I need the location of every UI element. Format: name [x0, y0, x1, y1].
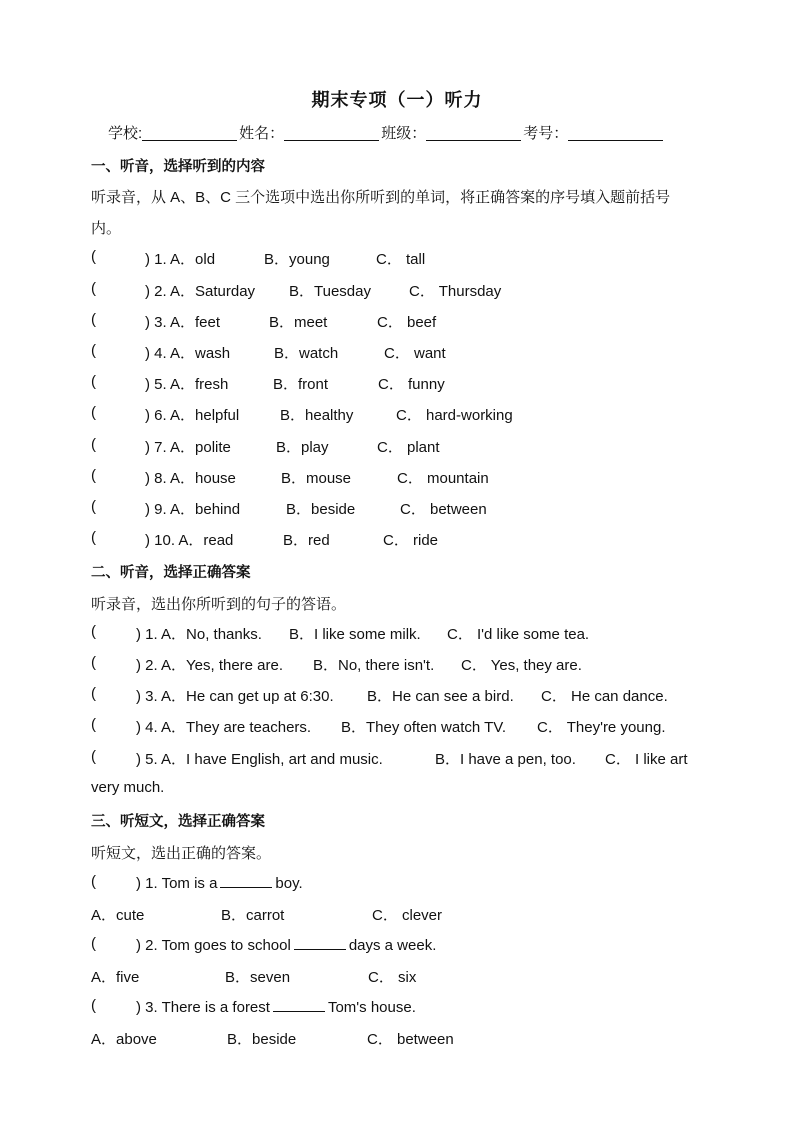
- fill-blank[interactable]: [220, 873, 272, 888]
- option-a: ) 10. A．read: [145, 532, 234, 549]
- stem-before: ) 1. Tom is a: [136, 875, 218, 892]
- option-b: B．Tuesday: [289, 283, 371, 300]
- student-info-line: [108, 122, 665, 143]
- option-a: A．five: [91, 969, 140, 986]
- option-c: C． I'd like some tea.: [447, 626, 590, 643]
- exam-no-blank[interactable]: [568, 124, 663, 141]
- section3-heading: 三、听短文，选择正确答案: [91, 814, 265, 830]
- option-c: C． six: [368, 969, 417, 986]
- option-a: ) 8. A．house: [145, 470, 236, 487]
- answer-paren[interactable]: (: [91, 467, 96, 484]
- option-b: B．I have a pen, too.: [435, 751, 576, 768]
- section1-instruction-cont: 内。: [91, 220, 122, 237]
- name-label: 姓名：: [239, 125, 285, 142]
- option-a: ) 4. A．They are teachers.: [136, 719, 312, 736]
- option-a: ) 6. A．helpful: [145, 407, 240, 424]
- option-a: ) 9. A．behind: [145, 501, 241, 518]
- option-c: C． funny: [378, 376, 445, 393]
- stem-after: boy.: [275, 875, 303, 892]
- school-label: 学校:: [108, 125, 143, 142]
- class-label: 班级：: [381, 125, 427, 142]
- answer-paren[interactable]: (: [91, 373, 96, 390]
- answer-paren[interactable]: (: [91, 748, 96, 765]
- option-c: C． between: [400, 501, 487, 518]
- option-a: ) 3. A．He can get up at 6:30.: [136, 688, 334, 705]
- option-c: C． beef: [377, 314, 437, 331]
- stem-after: days a week.: [348, 937, 437, 954]
- section1-heading: 一、听音，选择听到的内容: [91, 159, 265, 175]
- fill-blank[interactable]: [273, 997, 325, 1012]
- section2-heading: 二、听音，选择正确答案: [91, 565, 251, 581]
- option-b: B．healthy: [280, 407, 354, 424]
- answer-paren[interactable]: (: [91, 623, 96, 640]
- option-c: C． Thursday: [409, 283, 502, 300]
- option-b: B．beside: [227, 1031, 297, 1048]
- answer-paren[interactable]: (: [91, 716, 96, 733]
- option-a: ) 1. A．No, thanks.: [136, 626, 262, 643]
- question-text: [136, 935, 436, 954]
- answer-paren[interactable]: (: [91, 311, 96, 328]
- answer-paren[interactable]: (: [91, 529, 96, 546]
- answer-paren[interactable]: (: [91, 498, 96, 515]
- exam-no-label: 考号：: [523, 125, 569, 142]
- school-blank[interactable]: [142, 124, 237, 141]
- name-blank[interactable]: [284, 124, 379, 141]
- section2-instruction: 听录音，选出你所听到的句子的答语。: [91, 596, 347, 613]
- section2-item5-continued: very much.: [91, 779, 165, 796]
- stem-before: ) 2. Tom goes to school: [136, 937, 291, 954]
- option-b: B．beside: [286, 501, 356, 518]
- option-b: B．young: [264, 251, 330, 268]
- option-c: C． clever: [372, 907, 443, 924]
- option-c: C． They're young.: [537, 719, 666, 736]
- option-b: B．watch: [274, 345, 339, 362]
- option-a: ) 1. A．old: [145, 251, 216, 268]
- option-a: ) 7. A．polite: [145, 439, 231, 456]
- option-b: B．They often watch TV.: [341, 719, 507, 736]
- option-c: C． I like art: [605, 751, 688, 768]
- option-c: C． Yes, they are.: [461, 657, 582, 674]
- option-c: C． want: [384, 345, 446, 362]
- question-text: [136, 997, 416, 1016]
- option-c: C． He can dance.: [541, 688, 668, 705]
- option-a: A．above: [91, 1031, 157, 1048]
- answer-paren[interactable]: (: [91, 997, 96, 1014]
- option-c: C． between: [367, 1031, 454, 1048]
- option-a: ) 2. A．Saturday: [145, 283, 256, 300]
- option-b: B．mouse: [281, 470, 352, 487]
- class-blank[interactable]: [426, 124, 521, 141]
- stem-before: ) 3. There is a forest: [136, 999, 270, 1016]
- option-b: B．red: [283, 532, 330, 549]
- option-c: C． plant: [377, 439, 440, 456]
- option-a: ) 5. A．fresh: [145, 376, 229, 393]
- option-a: ) 2. A．Yes, there are.: [136, 657, 284, 674]
- option-b: B．He can see a bird.: [367, 688, 514, 705]
- option-a: ) 4. A．wash: [145, 345, 231, 362]
- option-a: A．cute: [91, 907, 145, 924]
- option-b: B．seven: [225, 969, 291, 986]
- page-title: 期末专项（一）听力: [311, 90, 483, 111]
- option-c: C． mountain: [397, 470, 489, 487]
- option-a: ) 3. A．feet: [145, 314, 221, 331]
- answer-paren[interactable]: (: [91, 654, 96, 671]
- answer-paren[interactable]: (: [91, 873, 96, 890]
- question-text: [136, 873, 303, 892]
- option-a: ) 5. A．I have English, art and music.: [136, 751, 383, 768]
- section3-instruction: 听短文，选出正确的答案。: [91, 845, 272, 862]
- answer-paren[interactable]: (: [91, 685, 96, 702]
- answer-paren[interactable]: (: [91, 436, 96, 453]
- answer-paren[interactable]: (: [91, 280, 96, 297]
- option-b: B．meet: [269, 314, 328, 331]
- answer-paren[interactable]: (: [91, 248, 96, 265]
- answer-paren[interactable]: (: [91, 342, 96, 359]
- option-c: C． hard-working: [396, 407, 513, 424]
- option-b: B．carrot: [221, 907, 285, 924]
- option-b: B．I like some milk.: [289, 626, 421, 643]
- section1-instruction: 听录音，从 A、B、C 三个选项中选出你所听到的单词，将正确答案的序号填入题前括号: [91, 189, 671, 206]
- option-b: B．play: [276, 439, 329, 456]
- option-b: B．front: [273, 376, 329, 393]
- option-c: C． tall: [376, 251, 426, 268]
- stem-after: Tom's house.: [327, 999, 416, 1016]
- fill-blank[interactable]: [294, 935, 346, 950]
- answer-paren[interactable]: (: [91, 404, 96, 421]
- answer-paren[interactable]: (: [91, 935, 96, 952]
- option-c: C． ride: [383, 532, 439, 549]
- option-b: B．No, there isn't.: [313, 657, 435, 674]
